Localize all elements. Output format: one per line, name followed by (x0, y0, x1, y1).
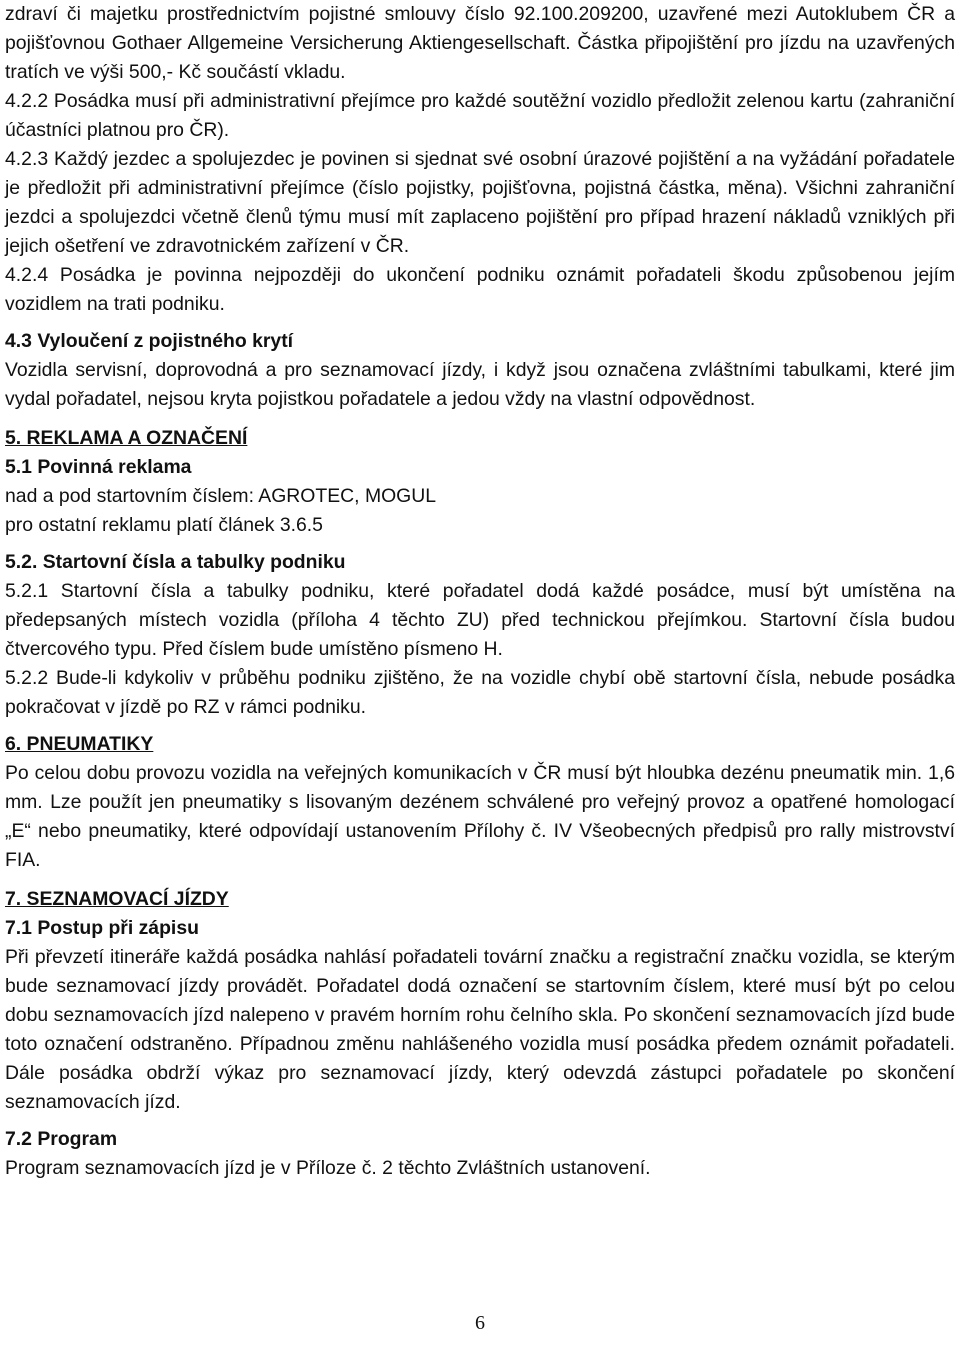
heading-section-7: 7. SEZNAMOVACÍ JÍZDY (5, 888, 229, 910)
heading-5-1: 5.1 Povinná reklama (5, 456, 192, 478)
paragraph-insurance-intro: zdraví či majetku prostřednictvím pojistné smlouvy číslo 92.100.209200, uzavřené mezi Autoklubem ČR a pojišťovnou Gothaer Allgemeine Versicherung Aktiengesellschaft. Částka připojištění pro jízdu na uzavřených tratích ve výši 500,- Kč součástí vkladu. (5, 3, 955, 83)
heading-4-3: 4.3 Vyloučení z pojistného krytí (5, 330, 294, 352)
line-5-1-sponsors: nad a pod startovním číslem: AGROTEC, MOGUL (5, 485, 437, 507)
heading-section-6: 6. PNEUMATIKY (5, 733, 154, 755)
heading-section-5: 5. REKLAMA A OZNAČENÍ (5, 427, 248, 449)
paragraph-4-2-4: 4.2.4 Posádka je povinna nejpozději do ukončení podniku oznámit pořadateli škodu způsobenou jejím vozidlem na trati podniku. (5, 264, 955, 315)
line-7-2: Program seznamovacích jízd je v Příloze č. 2 těchto Zvláštních ustanovení. (5, 1157, 651, 1179)
paragraph-4-2-2: 4.2.2 Posádka musí při administrativní přejímce pro každé soutěžní vozidlo předložit zelenou kartu (zahraniční účastníci platnou pro ČR). (5, 90, 955, 141)
line-5-1-other-ads: pro ostatní reklamu platí článek 3.6.5 (5, 514, 323, 536)
paragraph-4-3: Vozidla servisní, doprovodná a pro seznamovací jízdy, i když jsou označena zvláštními tabulkami, které jim vydal pořadatel, nejsou kryta pojistkou pořadatele a jedou vždy na vlastní odpovědnost. (5, 359, 955, 410)
paragraph-5-2-1: 5.2.1 Startovní čísla a tabulky podniku, které pořadatel dodá každé posádce, musí být umístěna na předepsaných místech vozidla (příloha 4 těchto ZU) před technickou přejímkou. Startovní čísla budou čtvercového typu. Před číslem bude umístěno písmeno H. (5, 580, 955, 660)
heading-7-1: 7.1 Postup při zápisu (5, 917, 199, 939)
paragraph-5-2-2: 5.2.2 Bude-li kdykoliv v průběhu podniku zjištěno, že na vozidle chybí obě startovní čísla, nebude posádka pokračovat v jízdě po RZ v rámci podniku. (5, 667, 955, 718)
paragraph-6: Po celou dobu provozu vozidla na veřejných komunikacích v ČR musí být hloubka dezénu pneumatik min. 1,6 mm. Lze použít jen pneumatiky s lisovaným dezénem schválené pro veřejný provoz a opatřené homologací „E“ nebo pneumatiky, které odpovídají ustanovením Přílohy č. IV Všeobecných předpisů pro rally mistrovství FIA. (5, 762, 955, 871)
paragraph-4-2-3: 4.2.3 Každý jezdec a spolujezdec je povinen si sjednat své osobní úrazové pojištění a na vyžádání pořadatele je předložit při administrativní přejímce (číslo pojistky, pojišťovna, pojistná částka, měna). Všichni zahraniční jezdci a spolujezdci včetně členů týmu musí mít zaplaceno pojištění pro případ hrazení nákladů vzniklých při jejich ošetření ve zdravotnickém zařízení v ČR. (5, 148, 955, 257)
heading-7-2: 7.2 Program (5, 1128, 118, 1150)
paragraph-7-1: Při převzetí itineráře každá posádka nahlásí pořadateli tovární značku a registrační značku vozidla, se kterým bude seznamovací jízdy provádět. Pořadatel dodá označení se startovním číslem, které musí být po celou dobu seznamovacích jízd nalepeno v pravém horním rohu čelního skla. Po skončení seznamovacích jízd bude toto označení odstraněno. Případnou změnu nahlášeného vozidla musí posádka předem oznámit pořadateli. Dále posádka obdrží výkaz pro seznamovací jízdy, který odevzdá zástupci pořadatele po skončení seznamovacích jízd. (5, 946, 955, 1113)
heading-5-2: 5.2. Startovní čísla a tabulky podniku (5, 551, 346, 573)
page-number: 6 (475, 1312, 485, 1334)
document-page (5, 0, 955, 1183)
